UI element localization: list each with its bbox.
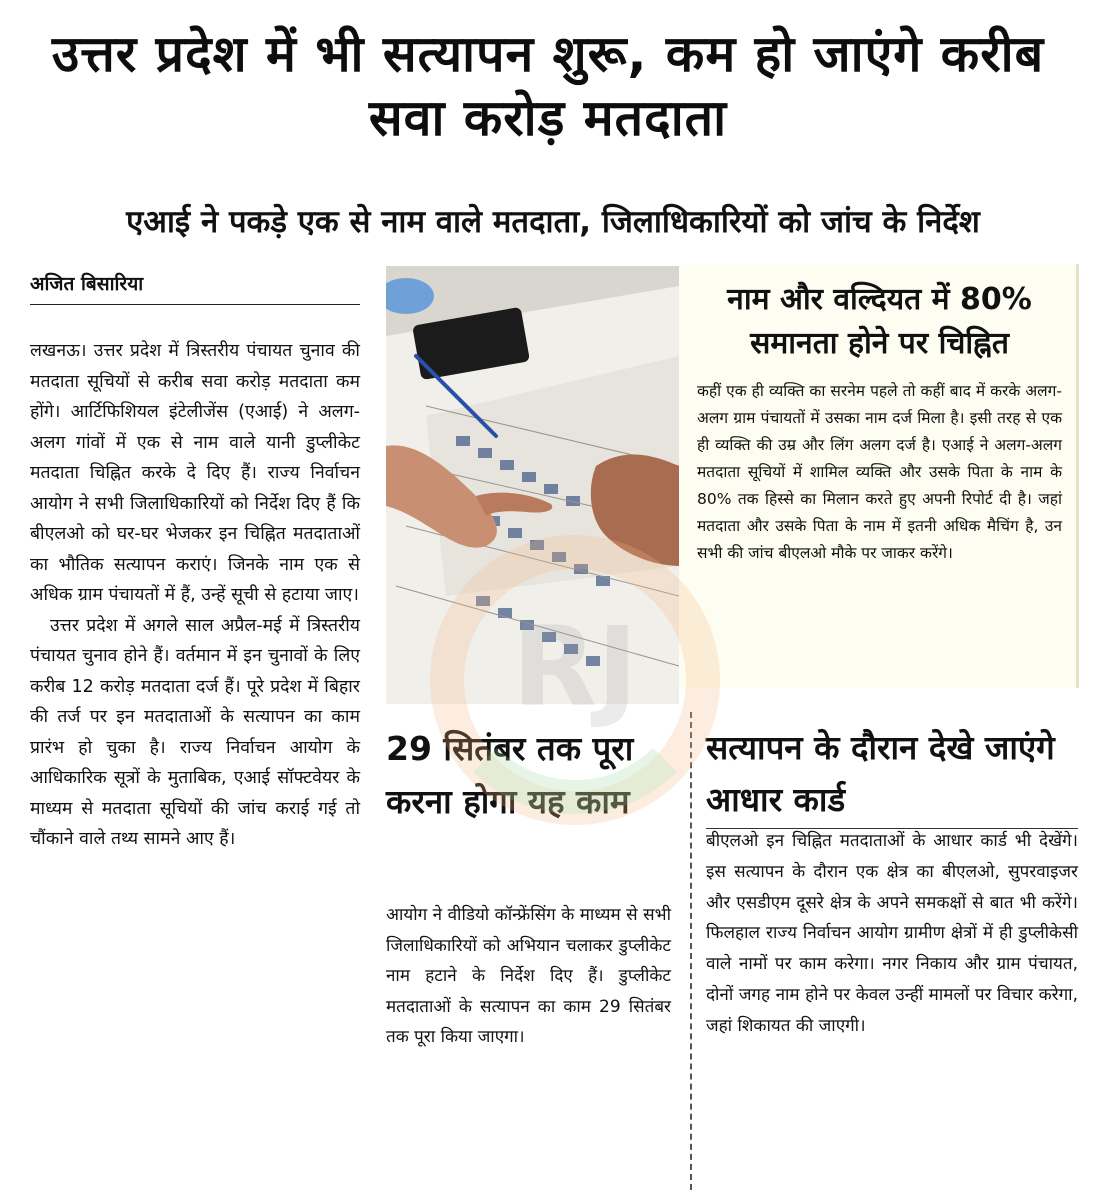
sidebar-text: कहीं एक ही व्यक्ति का सरनेम पहले तो कहीं बाद में करके अलग-अलग ग्राम पंचायतों में उसका नाम दर्ज मिला है। इसी तरह से एक ही व्यक्ति की उम्र और लिंग अलग दर्ज है। एआई ने अलग-अलग मतदाता सूचियों में शामिल व्यक्ति और उसके पिता के नाम के 80% तक हिस्से का मिलान करते हुए अपनी रिपोर्ट दी है। जहां मतदाता और उसके पिता के नाम में इतनी अधिक मैचिंग है, उन सभी की जांच बीएलओ मौके पर जाकर करेंगे। [697, 382, 1062, 562]
column-divider [690, 712, 692, 1190]
deadline-heading: 29 सितंबर तक पूरा करना होगा यह काम [386, 729, 634, 821]
aadhaar-heading: सत्यापन के दौरान देखे जाएंगे आधार कार्ड [706, 728, 1055, 819]
voter-list-photo [386, 266, 679, 704]
deadline-text: आयोग ने वीडियो कॉन्फ्रेंसिंग के माध्यम से सभी जिलाधिकारियों को अभियान चलाकर डुप्लीकेट नाम हटाने के निर्देश दिए हैं। डुप्लीकेट मतदाताओं के सत्यापन का काम 29 सितंबर तक पूरा किया जाएगा। [386, 905, 671, 1047]
sidebar-heading: नाम और वल्दियत में 80% समानता होने पर चिह्नित [727, 282, 1032, 361]
lead-story-column [30, 336, 360, 855]
subheadline: एआई ने पकड़े एक से नाम वाले मतदाता, जिलाधिकारियों को जांच के निर्देश [126, 204, 980, 240]
aadhaar-text: बीएलओ इन चिह्नित मतदाताओं के आधार कार्ड भी देखेंगे। इस सत्यापन के दौरान एक क्षेत्र का बीएलओ, सुपरवाइजर और एसडीएम दूसरे क्षेत्र के अपने समकक्षों से बात भी करेंगे। फिलहाल राज्य निर्वाचन आयोग ग्रामीण क्षेत्रों में ही डुप्लीकेसी वाले नामों पर काम करेगा। नगर निकाय और ग्राम पंचायत, दोनों जगह नाम होने पर केवल उन्हीं मामलों पर विचार करेगा, जहां शिकायत की जाएगी। [706, 831, 1078, 1036]
headline: उत्तर प्रदेश में भी सत्यापन शुरू, कम हो जाएंगे करीब सवा करोड़ मतदाता [51, 25, 1045, 147]
byline: अजित बिसारिया [30, 270, 360, 305]
lead-paragraph-2: उत्तर प्रदेश में अगले साल अप्रैल-मई में त्रिस्तरीय पंचायत चुनाव होने हैं। वर्तमान में इन चुनावों के लिए करीब 12 करोड़ मतदाता दर्ज हैं। पूरे प्रदेश में बिहार की तर्ज पर इन मतदाताओं के सत्यापन का काम प्रारंभ हो चुका है। राज्य निर्वाचन आयोग के आधिकारिक सूत्रों के मुताबिक, एआई सॉफ्टवेयर के माध्यम से मतदाता सूचियों की जांच कराई गई तो चौंकाने वाले तथ्य सामने आए हैं। [30, 615, 360, 849]
voter-list-photo-illustration [386, 266, 679, 704]
lead-paragraph-1: लखनऊ। उत्तर प्रदेश में त्रिस्तरीय पंचायत चुनाव की मतदाता सूचियों से करीब सवा करोड़ मतदाता कम होंगे। आर्टिफिशियल इंटेलीजेंस (एआई) ने अलग-अलग गांवों में एक से नाम वाले यानी डुप्लीकेट मतदाता चिह्नित करके दे दिए हैं। राज्य निर्वाचन आयोग ने सभी जिलाधिकारियों को निर्देश दिए हैं कि बीएलओ को घर-घर भेजकर इन चिह्नित मतदाताओं का भौतिक सत्यापन कराएं। जिनके नाम एक से अधिक ग्राम पंचायतों में हैं, उन्हें सूची से हटाया जाए। [30, 341, 360, 605]
sidebar-box [679, 264, 1079, 688]
